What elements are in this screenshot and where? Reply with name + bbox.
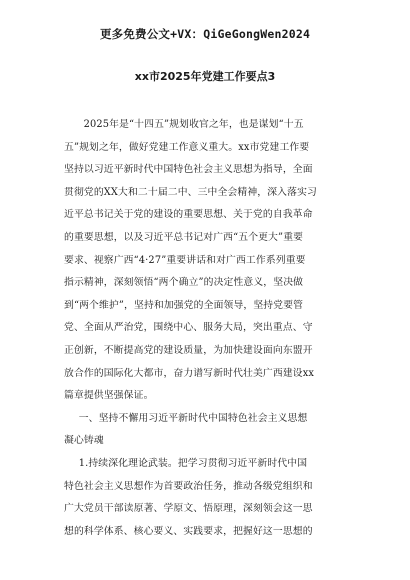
body-line: 1.持续深化理论武装。把学习贯彻习近平新时代中国 xyxy=(78,457,308,469)
document-body xyxy=(64,114,346,543)
page-title: xx市2025年党建工作要点3 xyxy=(134,70,276,83)
body-line: 坚持以习近平新时代中国特色社会主义思想为指导，全面 xyxy=(64,164,313,176)
body-line: 篇章提供坚强保证。 xyxy=(64,390,154,402)
body-line: 党、全面从严治党，围绕中心、服务大局，突出重点、守 xyxy=(64,322,313,334)
body-line: 广大党员干部读原著、学原文、悟原理，深刻领会这一思 xyxy=(64,503,313,515)
body-line: 近平总书记关于党的建设的重要思想、关于党的自我革命 xyxy=(64,209,313,221)
body-line: 贯彻党的XX大和二十届二中、三中全会精神，深入落实习 xyxy=(64,186,317,198)
body-line: 的重要思想，以及习近平总书记对广西“五个更大”重要 xyxy=(64,231,304,243)
section-heading: 一、坚持不懈用习近平新时代中国特色社会主义思想 xyxy=(78,412,308,424)
body-line: 到“两个维护”，坚持和加强党的全面领导，坚持党要管 xyxy=(64,299,304,311)
body-line: 要求、视察广西“4·27”重要讲话和对广西工作系列重要 xyxy=(64,254,306,266)
section-heading-cont: 凝心铸魂 xyxy=(64,435,104,447)
body-line: 2025年是“十四五”规划收官之年，也是谋划“十五 xyxy=(83,119,304,130)
body-line: 放合作的国际化大都市，奋力谱写新时代壮美广西建设xx xyxy=(64,367,315,379)
body-line: 指示精神，深刻领悟“两个确立”的决定性意义，坚决做 xyxy=(64,277,304,289)
body-line: 想的科学体系、核心要义、实践要求，把握好这一思想的 xyxy=(64,525,313,537)
promo-header: 更多免费公文+VX：QiGeGongWen2024 xyxy=(99,27,311,41)
body-line: 五”规划之年，做好党建工作意义重大。xx市党建工作要 xyxy=(64,141,310,153)
body-line: 特色社会主义思想作为首要政治任务，推动各级党组织和 xyxy=(64,480,313,492)
body-line: 正创新，不断提高党的建设质量，为加快建设面向东盟开 xyxy=(64,344,313,356)
